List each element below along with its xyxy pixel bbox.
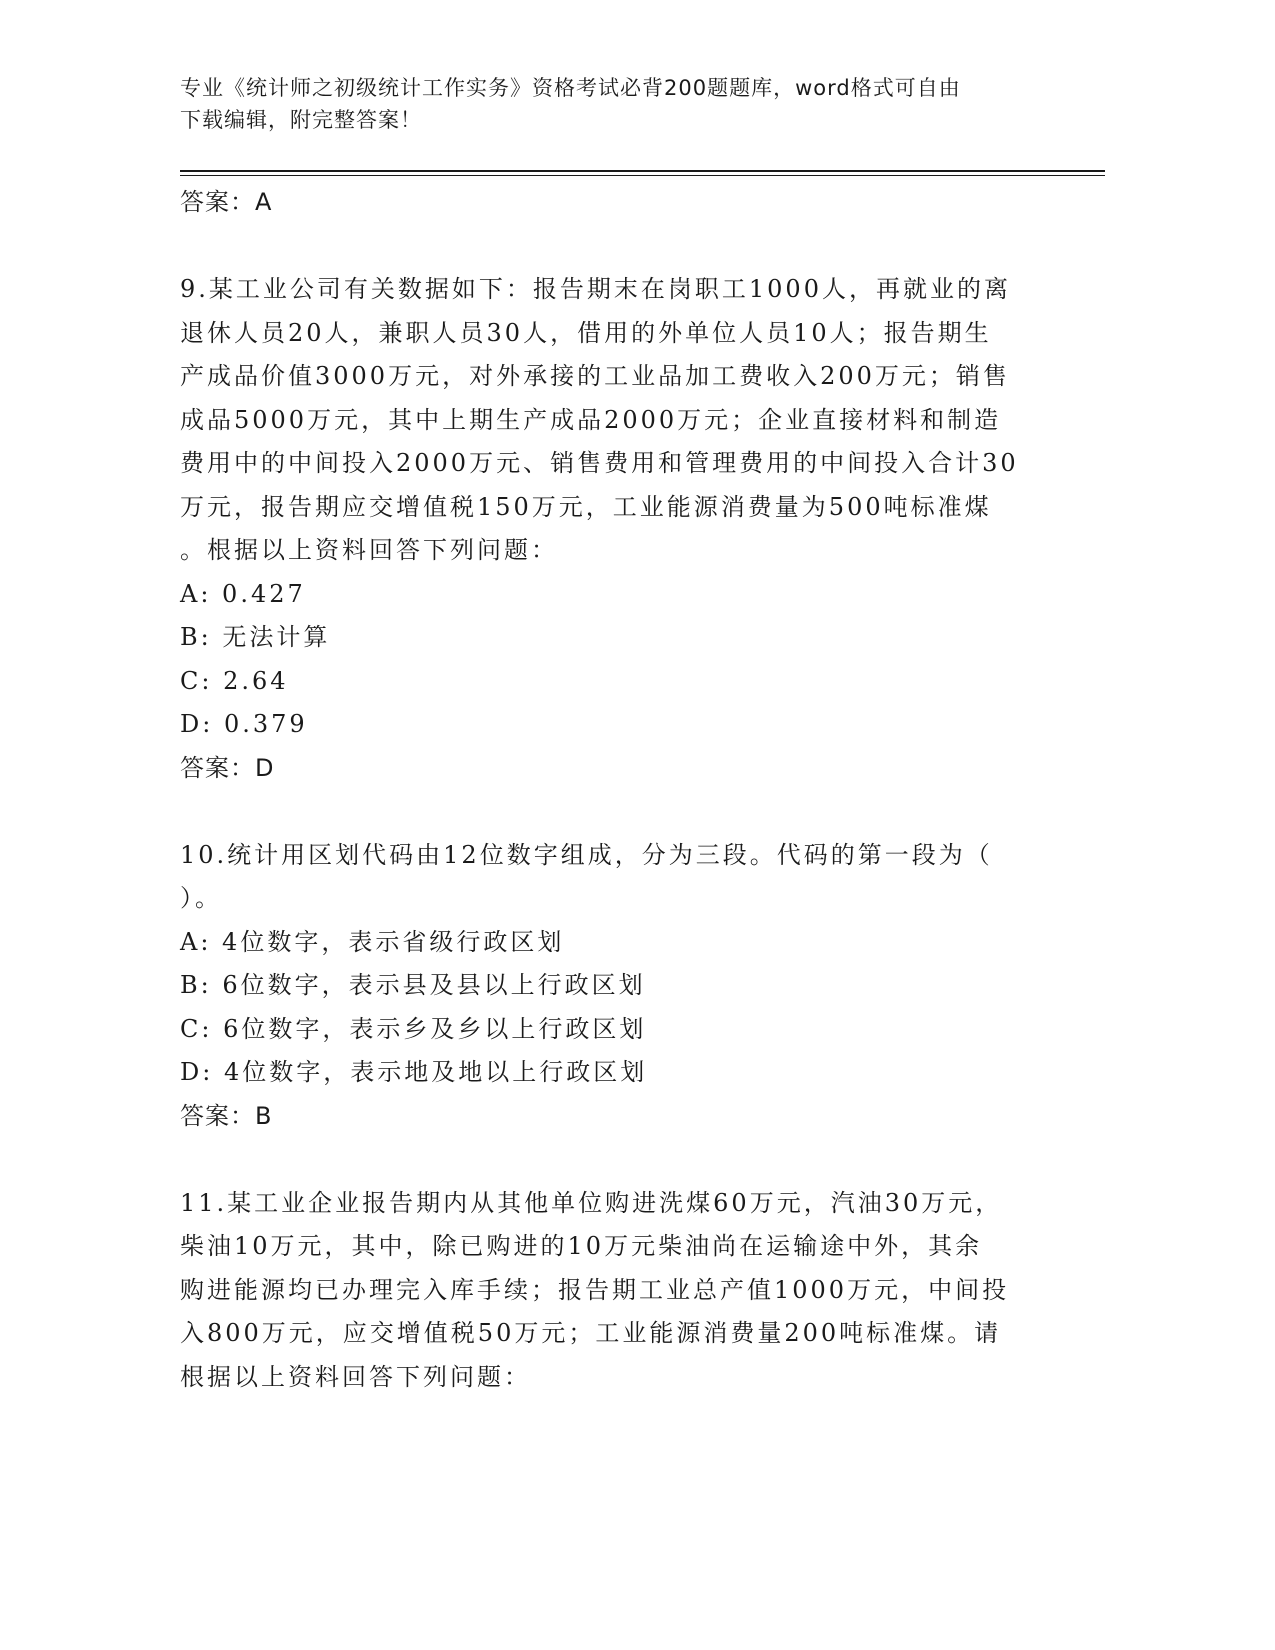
question-line: 入800万元，应交增值税50万元；工业能源消费量200吨标准煤。请: [180, 1319, 1002, 1347]
question-line: 根据以上资料回答下列问题：: [180, 1362, 531, 1391]
option-b: B: 无法计算: [180, 623, 331, 651]
answer-label: 答案：A: [180, 188, 273, 216]
page-content: [180, 181, 1040, 1399]
question-block-9: [180, 268, 1040, 790]
page-header: [180, 72, 1040, 136]
question-line: 成品5000万元，其中上期生产成品2000万元；企业直接材料和制造: [180, 405, 1002, 434]
header-rule-thick: [180, 170, 1105, 172]
question-line: 购进能源均已办理完入库手续；报告期工业总产值1000万元，中间投: [180, 1275, 1010, 1304]
question-line: 11.某工业企业报告期内从其他单位购进洗煤60万元，汽油30万元，: [180, 1188, 1003, 1217]
spacer: [180, 1138, 1040, 1182]
option-a: A: 0.427: [180, 579, 306, 608]
question-line: 9.某工业公司有关数据如下：报告期末在岗职工1000人，再就业的离: [180, 275, 1011, 303]
option-a: A: 4位数字，表示省级行政区划: [180, 927, 565, 956]
answer-label: 答案：B: [180, 1101, 273, 1130]
spacer: [180, 790, 1040, 834]
header-rule-thin: [180, 175, 1105, 176]
option-c: C: 2.64: [180, 666, 289, 695]
question-line: 费用中的中间投入2000万元、销售费用和管理费用的中间投入合计30: [180, 449, 1019, 477]
question-block-11: [180, 1182, 1040, 1400]
question-line: 柴油10万元，其中，除已购进的10万元柴油尚在运输途中外，其余: [180, 1232, 983, 1260]
question-text: [180, 834, 1040, 921]
option-c: C: 6位数字，表示乡及乡以上行政区划: [180, 1014, 647, 1043]
option-b: B: 6位数字，表示县及县以上行政区划: [180, 971, 646, 999]
option-d: D: 0.379: [180, 710, 308, 738]
header-line: 专业《统计师之初级统计工作实务》资格考试必背200题题库，word格式可自由: [180, 76, 961, 100]
question-text: [180, 268, 1040, 573]
question-line: ）。: [180, 884, 222, 912]
answer-label: 答案：D: [180, 753, 275, 782]
question-block-10: [180, 834, 1040, 1138]
question-line: 10.统计用区划代码由12位数字组成，分为三段。代码的第一段为（: [180, 840, 993, 869]
header-line: 下载编辑，附完整答案！: [180, 108, 422, 132]
question-line: 退休人员20人，兼职人员30人，借用的外单位人员10人；报告期生: [180, 318, 992, 347]
question-line: 万元，报告期应交增值税150万元，工业能源消费量为500吨标准煤: [180, 492, 992, 521]
spacer: [180, 224, 1040, 268]
question-text: [180, 1182, 1040, 1400]
question-line: 。根据以上资料回答下列问题：: [180, 536, 558, 564]
question-line: 产成品价值3000万元，对外承接的工业品加工费收入200万元；销售: [180, 362, 1010, 390]
option-d: D: 4位数字，表示地及地以上行政区划: [180, 1058, 648, 1086]
